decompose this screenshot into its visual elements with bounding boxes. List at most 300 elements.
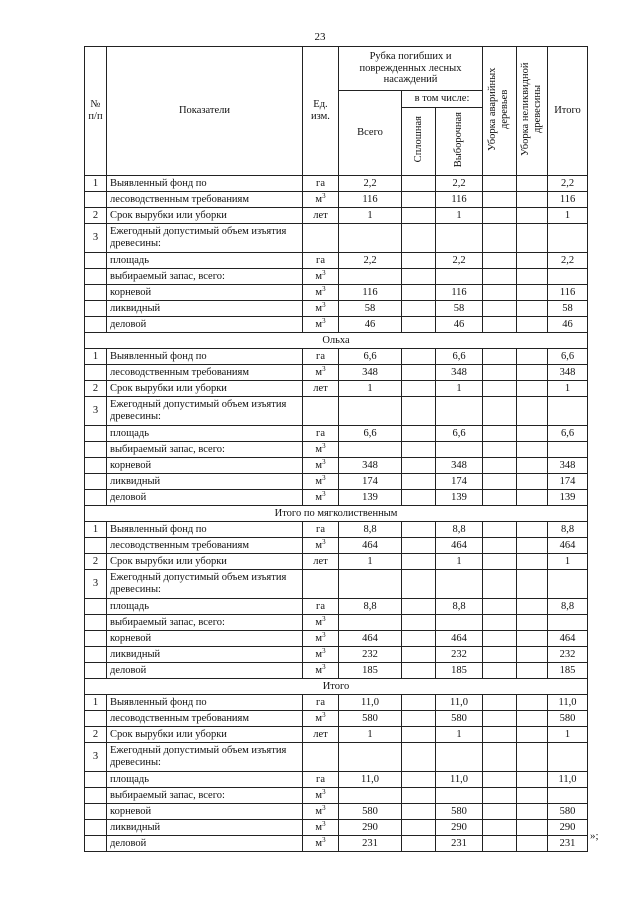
row-value: 2,2 [339,176,402,192]
row-value [402,176,436,192]
row-value [517,727,548,743]
row-value [402,554,436,570]
row-indicator: площадь [107,253,303,269]
row-value: 8,8 [548,599,588,615]
row-value [436,224,483,253]
header-indicators: Показатели [107,47,303,176]
row-value: 11,0 [339,695,402,711]
row-value [483,522,517,538]
table-row [85,615,588,631]
table-row [85,631,588,647]
row-unit: га [303,349,339,365]
row-value: 11,0 [436,695,483,711]
row-unit: $м^3$ [303,615,339,631]
row-unit: $м^3$ [303,820,339,836]
row-value [483,253,517,269]
row-value: 58 [436,301,483,317]
row-value [402,426,436,442]
table-row [85,474,588,490]
row-indicator: лесоводственным требованиям [107,711,303,727]
row-value [517,711,548,727]
row-value [483,349,517,365]
row-value: 46 [548,317,588,333]
row-value [483,490,517,506]
row-value: 11,0 [548,695,588,711]
row-unit: лет [303,208,339,224]
row-value: 116 [548,285,588,301]
row-value: 464 [339,538,402,554]
row-value [483,647,517,663]
row-value [517,317,548,333]
row-value [402,192,436,208]
row-number: 1 [85,695,107,711]
row-unit: $м^3$ [303,458,339,474]
row-value [483,458,517,474]
row-value [483,192,517,208]
row-value: 174 [339,474,402,490]
row-value [517,788,548,804]
row-value [339,615,402,631]
row-value: 8,8 [339,599,402,615]
row-value [483,426,517,442]
row-value [402,349,436,365]
row-value: 58 [548,301,588,317]
row-value: 6,6 [339,349,402,365]
section-title: Итого [85,679,588,695]
row-value [517,269,548,285]
row-value: 464 [436,631,483,647]
row-number [85,285,107,301]
row-value [483,727,517,743]
row-unit [303,397,339,426]
row-value: 2,2 [339,253,402,269]
row-number: 2 [85,208,107,224]
row-unit: лет [303,381,339,397]
row-value [517,474,548,490]
row-value [402,522,436,538]
row-value [483,615,517,631]
row-value: 2,2 [436,253,483,269]
row-value: 2,2 [548,176,588,192]
table-row [85,269,588,285]
row-value [517,301,548,317]
row-value [402,804,436,820]
table-row [85,192,588,208]
table-row [85,208,588,224]
row-indicator: деловой [107,836,303,852]
row-value [339,224,402,253]
row-value [548,615,588,631]
row-number [85,426,107,442]
row-unit: $м^3$ [303,631,339,647]
row-value: 116 [548,192,588,208]
row-value [483,554,517,570]
row-indicator: Ежегодный допустимый объем изъятия древесины: [107,224,303,253]
section-title-row [85,506,588,522]
row-unit: $м^3$ [303,490,339,506]
row-value [402,615,436,631]
row-indicator: лесоводственным требованиям [107,365,303,381]
row-unit: $м^3$ [303,788,339,804]
row-unit: га [303,253,339,269]
row-value [517,663,548,679]
row-value: 2,2 [436,176,483,192]
row-value [402,820,436,836]
row-value: 1 [436,727,483,743]
row-value [517,631,548,647]
row-unit [303,743,339,772]
row-indicator: площадь [107,772,303,788]
row-value [517,804,548,820]
row-value [339,269,402,285]
row-value [548,397,588,426]
row-value: 1 [339,208,402,224]
row-value [483,836,517,852]
row-value [483,365,517,381]
table-row [85,458,588,474]
row-unit: $м^3$ [303,285,339,301]
row-value [548,570,588,599]
row-unit: лет [303,727,339,743]
row-indicator: выбираемый запас, всего: [107,442,303,458]
closing-quote: »; [590,830,599,842]
row-indicator: выбираемый запас, всего: [107,615,303,631]
row-value [483,269,517,285]
row-value [402,538,436,554]
row-value [548,788,588,804]
row-value: 290 [339,820,402,836]
row-number: 3 [85,570,107,599]
row-value: 11,0 [436,772,483,788]
row-value [517,192,548,208]
row-number [85,820,107,836]
row-value [402,711,436,727]
row-value [402,490,436,506]
row-number [85,365,107,381]
row-unit: $м^3$ [303,804,339,820]
table-row [85,176,588,192]
row-value: 116 [339,192,402,208]
row-indicator: корневой [107,458,303,474]
row-value [402,772,436,788]
row-value [517,253,548,269]
row-value [483,224,517,253]
row-number [85,599,107,615]
table-row [85,490,588,506]
row-indicator: Выявленный фонд по [107,176,303,192]
row-value [339,442,402,458]
row-value [517,522,548,538]
table-row [85,788,588,804]
row-value [483,820,517,836]
row-value [402,474,436,490]
row-value [402,727,436,743]
row-value [517,176,548,192]
row-value: 231 [436,836,483,852]
row-value: 185 [436,663,483,679]
row-value: 174 [548,474,588,490]
row-value [483,442,517,458]
row-value [517,836,548,852]
row-unit: $м^3$ [303,192,339,208]
row-value: 1 [339,727,402,743]
row-indicator: деловой [107,663,303,679]
row-value [517,695,548,711]
row-value [483,301,517,317]
row-number [85,804,107,820]
row-number: 3 [85,224,107,253]
row-value [483,788,517,804]
row-number: 1 [85,522,107,538]
row-value [483,804,517,820]
row-number [85,490,107,506]
row-value [402,647,436,663]
row-value: 11,0 [339,772,402,788]
row-value [483,285,517,301]
row-number [85,711,107,727]
row-value: 139 [436,490,483,506]
row-value: 1 [436,554,483,570]
row-indicator: корневой [107,285,303,301]
row-value: 580 [548,804,588,820]
row-value [548,269,588,285]
row-unit: $м^3$ [303,647,339,663]
row-value: 6,6 [548,426,588,442]
row-value [517,381,548,397]
row-number [85,788,107,804]
row-value: 58 [339,301,402,317]
row-indicator: площадь [107,426,303,442]
row-value [483,772,517,788]
row-number: 3 [85,397,107,426]
row-number [85,442,107,458]
row-unit: га [303,695,339,711]
section-title-row [85,679,588,695]
table-row [85,397,588,426]
row-unit: $м^3$ [303,836,339,852]
row-value: 464 [548,631,588,647]
row-value: 1 [548,727,588,743]
row-indicator: лесоводственным требованиям [107,538,303,554]
row-value [483,599,517,615]
row-value [402,442,436,458]
row-value: 11,0 [548,772,588,788]
row-number [85,301,107,317]
row-number: 1 [85,349,107,365]
row-value [483,631,517,647]
row-value: 232 [548,647,588,663]
row-number [85,772,107,788]
row-value: 116 [339,285,402,301]
row-value [402,253,436,269]
row-value [402,285,436,301]
row-number: 3 [85,743,107,772]
table-row [85,647,588,663]
row-number [85,458,107,474]
row-value [402,788,436,804]
table-row [85,365,588,381]
row-number [85,538,107,554]
row-value [548,224,588,253]
row-value: 348 [339,365,402,381]
row-value: 464 [436,538,483,554]
row-number [85,615,107,631]
row-value [339,570,402,599]
row-value: 185 [339,663,402,679]
table-row [85,663,588,679]
table-row [85,599,588,615]
row-indicator: Срок вырубки или уборки [107,554,303,570]
row-indicator: Выявленный фонд по [107,522,303,538]
row-unit: лет [303,554,339,570]
header-nonliquid: Уборка неликвидной древесины [517,47,548,176]
table-row [85,820,588,836]
table-row [85,349,588,365]
row-value: 232 [436,647,483,663]
row-unit: $м^3$ [303,538,339,554]
row-value [517,458,548,474]
header-emergency: Уборка аварийных деревьев [483,47,517,176]
row-value [402,317,436,333]
row-value [517,772,548,788]
row-value: 8,8 [548,522,588,538]
row-value [517,285,548,301]
row-value: 348 [548,458,588,474]
row-number: 1 [85,176,107,192]
row-value [517,743,548,772]
table-row [85,804,588,820]
row-value: 46 [339,317,402,333]
table-row [85,317,588,333]
row-unit: $м^3$ [303,269,339,285]
row-value [517,224,548,253]
row-unit: $м^3$ [303,301,339,317]
row-value: 116 [436,285,483,301]
row-value [517,570,548,599]
row-value [402,631,436,647]
section-title: Ольха [85,333,588,349]
table-body [85,176,588,852]
table-row [85,538,588,554]
row-value [436,397,483,426]
row-value: 6,6 [339,426,402,442]
row-indicator: выбираемый запас, всего: [107,788,303,804]
section-title: Итого по мягколиственным [85,506,588,522]
row-value [436,442,483,458]
row-value: 348 [436,458,483,474]
row-value [402,381,436,397]
row-value [402,599,436,615]
row-value [517,490,548,506]
header-num: № п/п [85,47,107,176]
row-value [339,397,402,426]
row-value [517,615,548,631]
row-number: 2 [85,554,107,570]
row-indicator: ликвидный [107,301,303,317]
table-row [85,743,588,772]
row-value [436,570,483,599]
row-number [85,474,107,490]
row-indicator: ликвидный [107,474,303,490]
row-value: 290 [548,820,588,836]
row-unit: $м^3$ [303,365,339,381]
row-value [483,695,517,711]
row-value: 139 [339,490,402,506]
row-value: 116 [436,192,483,208]
row-value: 231 [548,836,588,852]
row-value [436,615,483,631]
row-value [517,820,548,836]
row-value [402,663,436,679]
table-row [85,442,588,458]
row-value [483,570,517,599]
row-value [436,743,483,772]
row-value [517,599,548,615]
row-indicator: Срок вырубки или уборки [107,381,303,397]
row-indicator: Выявленный фонд по [107,349,303,365]
row-value [517,554,548,570]
table-row [85,301,588,317]
row-value [483,176,517,192]
row-number [85,269,107,285]
row-value [483,663,517,679]
row-unit: $м^3$ [303,711,339,727]
row-indicator: Ежегодный допустимый объем изъятия древесины: [107,743,303,772]
row-value: 1 [436,381,483,397]
row-value [517,647,548,663]
row-indicator: Ежегодный допустимый объем изъятия древесины: [107,397,303,426]
row-value: 1 [339,381,402,397]
row-indicator: деловой [107,490,303,506]
table-row [85,711,588,727]
table-row [85,253,588,269]
header-unit: Ед. изм. [303,47,339,176]
row-value [402,458,436,474]
row-value [402,269,436,285]
row-value [517,426,548,442]
row-number: 2 [85,727,107,743]
row-value: 580 [436,804,483,820]
row-indicator: выбираемый запас, всего: [107,269,303,285]
row-value [548,442,588,458]
row-value [402,570,436,599]
row-value [483,743,517,772]
header-clear: Сплошная [402,108,436,176]
header-itogo: Итого [548,47,588,176]
table-row [85,554,588,570]
row-value: 8,8 [339,522,402,538]
row-value: 6,6 [436,426,483,442]
page-number: 23 [314,31,326,43]
row-number [85,631,107,647]
forest-cutting-table [84,46,588,852]
row-unit: га [303,599,339,615]
row-indicator: деловой [107,317,303,333]
table-row [85,426,588,442]
row-value [402,301,436,317]
row-value: 232 [339,647,402,663]
row-value [483,381,517,397]
row-value [517,397,548,426]
row-indicator: лесоводственным требованиям [107,192,303,208]
row-indicator: площадь [107,599,303,615]
row-value: 290 [436,820,483,836]
row-unit: га [303,176,339,192]
row-unit: га [303,522,339,538]
table-row [85,381,588,397]
row-value: 185 [548,663,588,679]
row-value [402,397,436,426]
